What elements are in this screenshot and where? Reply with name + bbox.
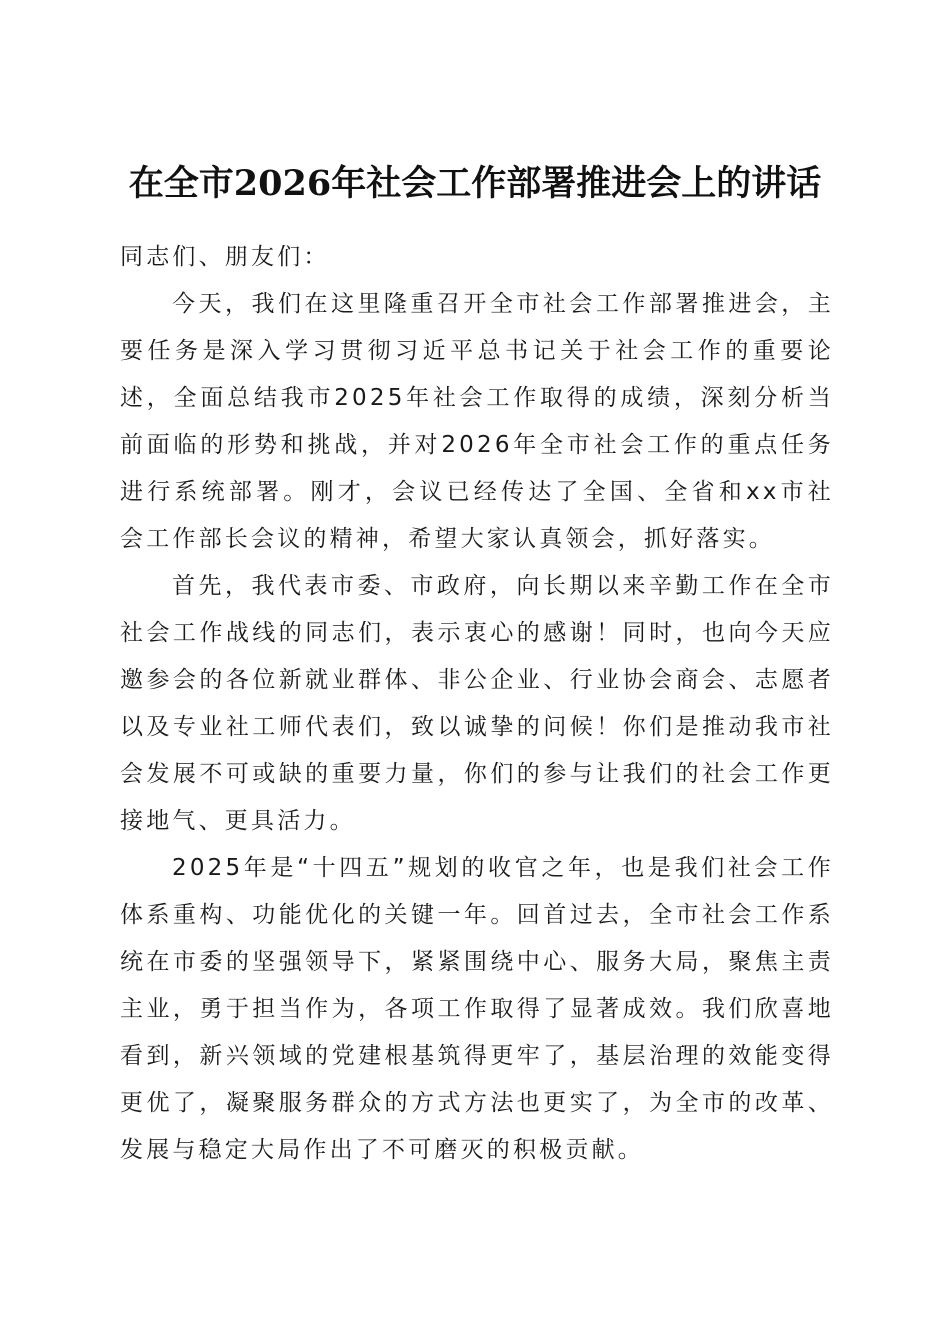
document-body bbox=[120, 234, 834, 1174]
document-title: 在全市2026年社会工作部署推进会上的讲话 bbox=[128, 163, 822, 205]
paragraph-thanks: 首先，我代表市委、市政府，向长期以来辛勤工作在全市社会工作战线的同志们，表示衷心的感谢！同时，也向今天应邀参会的各位新就业群体、非公企业、行业协会商会、志愿者以及专业社工师代表们，致以诚挚的问候！你们是推动我市社会发展不可或缺的重要力量，你们的参与让我们的社会工作更接地气、更具活力。 bbox=[120, 573, 834, 834]
paragraph-review: 2025年是“十四五”规划的收官之年，也是我们社会工作体系重构、功能优化的关键一年。回首过去，全市社会工作系统在市委的坚强领导下，紧紧围绕中心、服务大局，聚焦主责主业，勇于担当作为，各项工作取得了显著成效。我们欣喜地看到，新兴领域的党建根基筑得更牢了，基层治理的效能变得更优了，凝聚服务群众的方式方法也更实了，为全市的改革、发展与稳定大局作出了不可磨灭的积极贡献。 bbox=[120, 855, 834, 1163]
paragraph-opening: 今天，我们在这里隆重召开全市社会工作部署推进会，主要任务是深入学习贯彻习近平总书记关于社会工作的重要论述，全面总结我市2025年社会工作取得的成绩，深刻分析当前面临的形势和挑战，并对2026年全市社会工作的重点任务进行系统部署。刚才，会议已经传达了全国、全省和xx市社会工作部长会议的精神，希望大家认真领会，抓好落实。 bbox=[120, 291, 834, 552]
salutation: 同志们、朋友们： bbox=[120, 244, 330, 270]
